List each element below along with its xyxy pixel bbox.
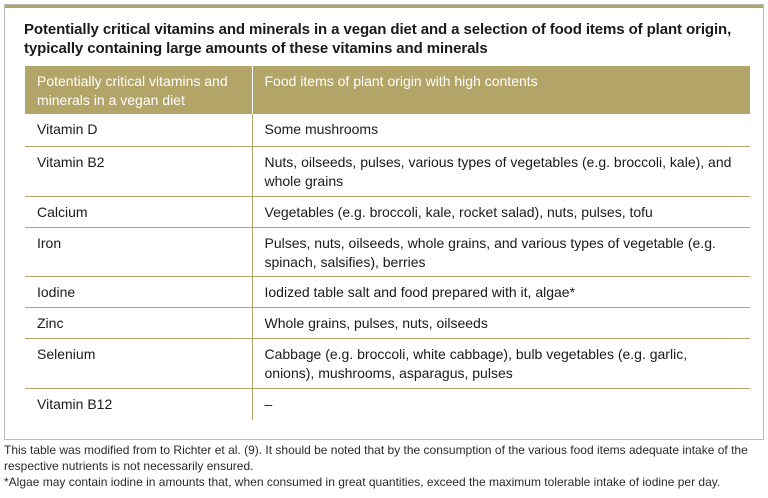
header-nutrient: Potentially critical vitamins and minerals in a vegan diet xyxy=(25,66,252,114)
footnotes xyxy=(4,442,766,490)
food-items-cell: – xyxy=(264,395,273,412)
nutrient-cell: Iron xyxy=(25,227,252,276)
food-items-cell: Iodized table salt and food prepared with it, algae* xyxy=(252,276,750,307)
table-row xyxy=(25,338,750,388)
table-row xyxy=(25,276,750,307)
nutrient-cell: Zinc xyxy=(25,307,252,338)
food-items-cell: Some mushrooms xyxy=(252,114,750,146)
nutrient-cell: Vitamin B12 xyxy=(25,388,252,420)
table-header-row xyxy=(25,66,750,114)
table-row xyxy=(25,227,750,276)
nutrient-cell: Selenium xyxy=(25,338,252,388)
food-items-cell: Nuts, oilseeds, pulses, various types of vegetables (e.g. broccoli, kale), and whole grains xyxy=(252,146,750,196)
nutrient-cell: Calcium xyxy=(25,196,252,227)
table-row xyxy=(25,146,750,196)
table-row xyxy=(25,114,750,146)
nutrients-table xyxy=(25,66,750,420)
food-items-cell: Whole grains, pulses, nuts, oilseeds xyxy=(252,307,750,338)
table-row xyxy=(25,307,750,338)
nutrient-cell: Iodine xyxy=(25,276,252,307)
food-items-cell: Cabbage (e.g. broccoli, white cabbage), bulb vegetables (e.g. garlic, onions), mushrooms, asparagus, pulses xyxy=(252,338,750,388)
table-row xyxy=(25,196,750,227)
footnote-algae: *Algae may contain iodine in amounts that, when consumed in great quantities, exceed the maximum tolerable intake of iodine per day. xyxy=(4,475,721,489)
nutrient-cell: Vitamin D xyxy=(25,114,252,146)
food-items-cell: Vegetables (e.g. broccoli, kale, rocket salad), nuts, pulses, tofu xyxy=(252,196,750,227)
nutrient-cell: Vitamin B2 xyxy=(25,146,252,196)
footnote-source: This table was modified from to Richter et al. (9). It should be noted that by the consumption of the various food items adequate intake of the respective nutrients is not necessarily ensured. xyxy=(4,443,748,473)
header-food-items: Food items of plant origin with high contents xyxy=(252,66,750,114)
table-title: Potentially critical vitamins and minerals in a vegan diet and a selection of food items of plant origin, typically containing large amounts of these vitamins and minerals xyxy=(24,21,732,57)
table-row xyxy=(25,388,750,420)
frame-accent-bar xyxy=(5,5,763,8)
food-items-cell: Pulses, nuts, oilseeds, whole grains, and various types of vegetable (e.g. spinach, salsifies), berries xyxy=(252,227,750,276)
table-frame xyxy=(4,4,764,440)
